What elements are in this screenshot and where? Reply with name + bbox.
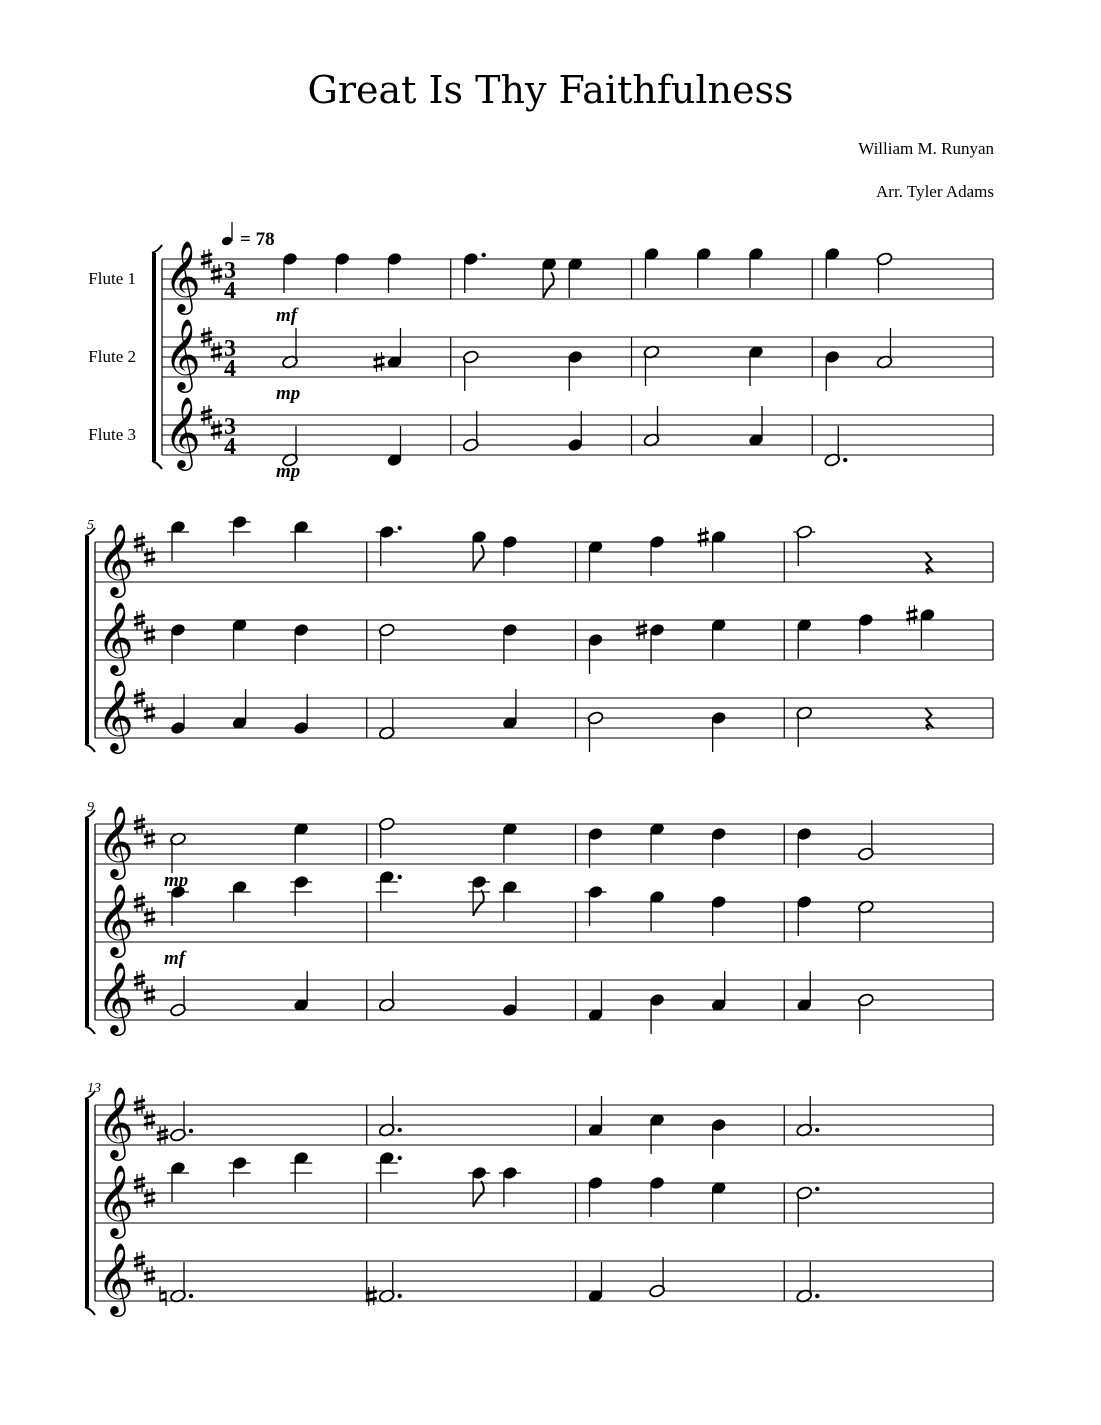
note <box>797 827 812 868</box>
note <box>796 1096 820 1137</box>
treble-clef-icon: 𝄞 <box>97 1245 134 1313</box>
note <box>876 328 893 369</box>
dynamic-marking: mp <box>164 870 189 891</box>
note <box>711 1118 726 1159</box>
note <box>468 875 490 916</box>
note <box>462 350 479 391</box>
note <box>468 1166 490 1207</box>
note <box>378 699 395 740</box>
svg-text:= 78: = 78 <box>240 229 275 250</box>
treble-clef-icon: 𝄞 <box>164 399 201 467</box>
instrument-label: Flute 2 <box>88 347 136 366</box>
note <box>857 993 874 1034</box>
note <box>502 623 517 664</box>
measure-number: 13 <box>87 1081 101 1096</box>
note <box>643 345 660 386</box>
note <box>378 623 395 664</box>
system <box>85 515 993 754</box>
note <box>378 971 395 1012</box>
quarter-rest <box>925 552 931 574</box>
system-bracket <box>85 536 89 744</box>
note <box>748 406 763 447</box>
note <box>588 827 603 868</box>
note <box>366 1262 402 1306</box>
note <box>857 820 874 861</box>
note <box>169 832 186 873</box>
note <box>711 1181 726 1222</box>
note <box>502 535 517 576</box>
system-bracket <box>85 1099 89 1307</box>
note <box>649 822 664 863</box>
treble-clef-icon: 𝄞 <box>97 604 134 672</box>
note <box>281 328 298 369</box>
note <box>588 981 603 1022</box>
time-signature: 3 <box>224 258 236 284</box>
system-bracket <box>85 818 89 1026</box>
instrument-label: Flute 3 <box>88 425 136 444</box>
dynamic-marking: mp <box>276 461 301 482</box>
note <box>282 252 297 293</box>
note <box>170 694 185 735</box>
time-signature: 3 <box>224 414 236 440</box>
note <box>857 900 874 941</box>
staff-3 <box>95 680 993 754</box>
tempo-marking <box>221 222 275 250</box>
note <box>170 623 185 664</box>
note <box>232 689 247 730</box>
note <box>797 895 812 936</box>
note <box>649 1257 666 1298</box>
note <box>644 247 659 288</box>
note <box>290 1151 312 1192</box>
instrument-label: Flute 1 <box>88 269 136 288</box>
system <box>85 800 993 1036</box>
note <box>499 880 521 921</box>
dynamic-marking: mf <box>164 948 186 969</box>
note <box>471 530 486 571</box>
composer-credit: William M. Runyan <box>858 139 994 158</box>
treble-clef-icon: 𝄞 <box>97 808 134 876</box>
note <box>796 706 813 747</box>
note <box>824 426 848 467</box>
note <box>502 976 517 1017</box>
treble-clef-icon: 𝄞 <box>97 682 134 750</box>
note <box>711 618 726 659</box>
time-signature: 4 <box>224 356 236 382</box>
treble-clef-icon: 𝄞 <box>97 526 134 594</box>
system-bracket <box>152 253 156 461</box>
note <box>588 1096 603 1137</box>
note <box>696 247 711 288</box>
note <box>796 1186 820 1227</box>
note <box>387 252 402 293</box>
note <box>649 535 664 576</box>
system <box>85 1081 993 1317</box>
staff-1 <box>95 806 993 880</box>
note <box>293 694 308 735</box>
measure-number: 5 <box>87 518 94 533</box>
note <box>378 817 395 858</box>
staff-3 <box>95 1243 993 1317</box>
note <box>588 1176 603 1217</box>
note <box>588 540 603 581</box>
note <box>585 885 607 926</box>
note <box>568 350 583 391</box>
note <box>587 711 604 752</box>
note <box>711 711 726 752</box>
staff-2 <box>88 319 993 393</box>
note <box>793 525 815 566</box>
treble-clef-icon: 𝄞 <box>97 886 134 954</box>
note <box>825 247 840 288</box>
note <box>748 345 763 386</box>
score-title: Great Is Thy Faithfulness <box>307 68 794 112</box>
note <box>376 870 402 911</box>
time-signature: 3 <box>224 336 236 362</box>
note <box>293 822 308 863</box>
note <box>649 1176 664 1217</box>
note <box>588 633 603 674</box>
treble-clef-icon: 𝄞 <box>97 1089 134 1157</box>
time-signature: 4 <box>224 278 236 304</box>
note <box>376 1151 402 1192</box>
system <box>88 222 993 482</box>
staff-2 <box>95 1151 993 1239</box>
note <box>376 525 402 566</box>
note <box>160 1262 193 1306</box>
note <box>229 515 251 556</box>
note <box>167 1161 189 1202</box>
note <box>229 880 251 921</box>
note <box>463 252 486 293</box>
note <box>229 1156 251 1197</box>
note <box>711 971 726 1012</box>
note <box>387 426 402 467</box>
note <box>796 1262 820 1303</box>
note <box>499 1166 521 1207</box>
note <box>374 328 403 372</box>
note <box>169 976 186 1017</box>
note <box>293 623 308 664</box>
note <box>462 411 479 452</box>
note <box>541 257 556 298</box>
note <box>858 613 873 654</box>
note <box>293 971 308 1012</box>
note <box>643 406 660 447</box>
note <box>232 618 247 659</box>
note <box>649 993 664 1034</box>
arranger-credit: Arr. Tyler Adams <box>876 182 994 201</box>
note <box>711 827 726 868</box>
staff-3 <box>88 397 993 471</box>
note <box>378 1096 402 1137</box>
dynamic-marking: mp <box>276 383 301 404</box>
note <box>167 520 189 561</box>
note <box>797 618 812 659</box>
note <box>502 822 517 863</box>
note <box>876 252 893 293</box>
staff-1 <box>95 1087 993 1161</box>
note <box>335 252 350 293</box>
note <box>157 1101 193 1145</box>
staff-1 <box>95 515 993 598</box>
note <box>502 689 517 730</box>
note <box>825 350 840 391</box>
note <box>748 247 763 288</box>
staff-1 <box>88 241 993 315</box>
treble-clef-icon: 𝄞 <box>164 243 201 311</box>
staff-3 <box>95 962 993 1036</box>
note <box>167 885 189 926</box>
dynamic-marking: mf <box>276 305 298 326</box>
note <box>568 411 583 452</box>
note <box>906 605 935 649</box>
note <box>290 875 312 916</box>
treble-clef-icon: 𝄞 <box>97 964 134 1032</box>
note <box>698 527 727 571</box>
note <box>568 257 583 298</box>
note <box>649 890 664 931</box>
quarter-rest <box>925 708 931 730</box>
note <box>649 1113 664 1154</box>
note <box>711 895 726 936</box>
note <box>290 520 312 561</box>
staff-2 <box>95 870 993 958</box>
note <box>588 1262 603 1303</box>
treble-clef-icon: 𝄞 <box>97 1167 134 1235</box>
measure-number: 9 <box>87 800 94 815</box>
time-signature: 4 <box>224 434 236 460</box>
note <box>636 620 665 664</box>
treble-clef-icon: 𝄞 <box>164 321 201 389</box>
note <box>797 971 812 1012</box>
staff-2 <box>95 602 993 676</box>
